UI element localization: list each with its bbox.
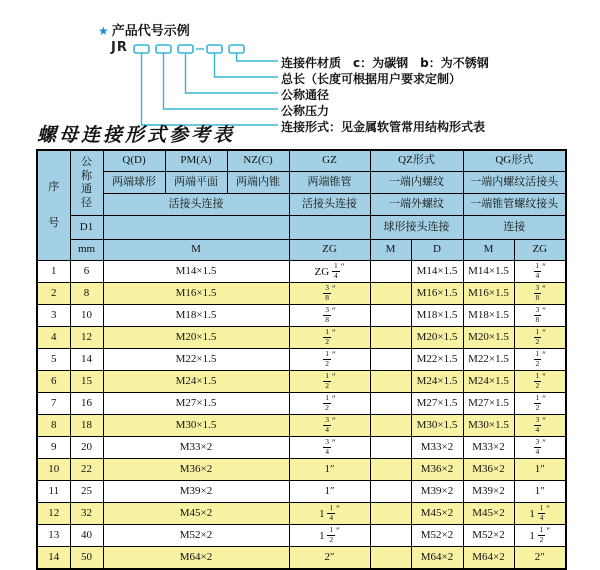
cell-qg-m: M52×2 [463, 524, 514, 546]
cell-qg-zg: $\frac{1}{2}$ ″ [514, 326, 566, 348]
cell-m: M36×2 [103, 458, 289, 480]
cell-seq: 3 [37, 304, 70, 326]
cell-qz-d: M45×2 [411, 502, 463, 524]
leader-line [164, 53, 279, 109]
end-type-header: 两端锥管 [289, 171, 370, 193]
cell-dn: 18 [70, 414, 103, 436]
cell-seq: 5 [37, 348, 70, 370]
cell-m: M16×1.5 [103, 282, 289, 304]
cell-gz: 1 $\frac{1}{2}$ ″ [289, 524, 370, 546]
mm-header: mm [70, 239, 103, 260]
table-row [37, 282, 566, 304]
cell-qz-d: M14×1.5 [411, 260, 463, 282]
table-row [37, 370, 566, 392]
cell-seq: 12 [37, 502, 70, 524]
diagram-title-text: 产品代号示例 [111, 24, 190, 39]
cell-m: M22×1.5 [103, 348, 289, 370]
cell-seq: 9 [37, 436, 70, 458]
cell-qg-m: M30×1.5 [463, 414, 514, 436]
code-label: 公称压力 [281, 104, 330, 118]
cell-dn: 40 [70, 524, 103, 546]
cell-seq: 13 [37, 524, 70, 546]
cell-m: M52×2 [103, 524, 289, 546]
cell-qg-zg: $\frac{3}{8}$ ″ [514, 282, 566, 304]
cell-qg-zg: $\frac{1}{2}$ ″ [514, 348, 566, 370]
cell-gz: $\frac{3}{4}$ ″ [289, 436, 370, 458]
cell-gz: $\frac{1}{2}$ ″ [289, 392, 370, 414]
unit-header: M [103, 239, 289, 260]
unit-header: ZG [289, 239, 370, 260]
diagram-title [98, 20, 190, 39]
cell-qz-m [370, 392, 411, 414]
cell-m: M33×2 [103, 436, 289, 458]
cell-qg-zg: $\frac{1}{2}$ ″ [514, 392, 566, 414]
cell-gz: 1 $\frac{1}{4}$ ″ [289, 502, 370, 524]
table-row [37, 392, 566, 414]
cell-qg-zg: $\frac{3}{8}$ ″ [514, 304, 566, 326]
cell-seq: 11 [37, 480, 70, 502]
connection-header: 活接头连接 [289, 193, 370, 215]
cell-dn: 14 [70, 348, 103, 370]
unit-header: ZG [514, 239, 566, 260]
table-row [37, 436, 566, 458]
cell-qz-m [370, 414, 411, 436]
cell-qg-m: M20×1.5 [463, 326, 514, 348]
table-row [37, 480, 566, 502]
cell-seq: 6 [37, 370, 70, 392]
cell-qz-m [370, 326, 411, 348]
cell-seq: 2 [37, 282, 70, 304]
cell-qg-zg: $\frac{1}{4}$ ″ [514, 260, 566, 282]
cell-qz-m [370, 370, 411, 392]
cell-qz-m [370, 260, 411, 282]
cell-qg-zg: $\frac{3}{4}$ ″ [514, 436, 566, 458]
cell-qg-m: M24×1.5 [463, 370, 514, 392]
code-box [178, 45, 193, 53]
cell-seq: 14 [37, 546, 70, 569]
reference-table [36, 149, 567, 570]
table-header [37, 150, 566, 260]
code-box [134, 45, 149, 53]
leader-line [142, 53, 279, 125]
table-row [37, 414, 566, 436]
cell-qg-m: M64×2 [463, 546, 514, 569]
cell-dn: 15 [70, 370, 103, 392]
blank-header-cell [289, 215, 370, 239]
end-type-header: 两端内锥 [227, 171, 289, 193]
cell-gz: $\frac{1}{2}$ ″ [289, 348, 370, 370]
cell-qz-m [370, 282, 411, 304]
end-type-header: 两端平面 [165, 171, 227, 193]
cell-dn: 16 [70, 392, 103, 414]
table-row [37, 524, 566, 546]
cell-dn: 6 [70, 260, 103, 282]
table-row [37, 546, 566, 569]
cell-qg-m: M36×2 [463, 458, 514, 480]
cell-qz-m [370, 502, 411, 524]
cell-m: M45×2 [103, 502, 289, 524]
code-box [229, 45, 244, 53]
code-box [207, 45, 222, 53]
page-title: 螺母连接形式参考表 [37, 124, 236, 146]
cell-qz-m [370, 304, 411, 326]
cell-qg-m: M14×1.5 [463, 260, 514, 282]
cell-qz-d: M52×2 [411, 524, 463, 546]
cell-qg-m: M39×2 [463, 480, 514, 502]
cell-m: M30×1.5 [103, 414, 289, 436]
d1-header: D1 [70, 215, 103, 239]
blank-header-cell [103, 215, 289, 239]
star-icon: ★ [98, 24, 109, 38]
cell-seq: 4 [37, 326, 70, 348]
cell-dn: 32 [70, 502, 103, 524]
cell-qg-zg: 2″ [514, 546, 566, 569]
end-type-header: 一端内螺纹 [370, 171, 463, 193]
column-header-code: QZ形式 [370, 150, 463, 171]
cell-qz-d: M22×1.5 [411, 348, 463, 370]
table-row [37, 304, 566, 326]
cell-gz: $\frac{3}{8}$ ″ [289, 304, 370, 326]
cell-gz: $\frac{3}{4}$ ″ [289, 414, 370, 436]
table-row [37, 502, 566, 524]
cell-qz-m [370, 436, 411, 458]
column-header-code: Q(D) [103, 150, 165, 171]
cell-m: M14×1.5 [103, 260, 289, 282]
cell-gz: $\frac{1}{2}$ ″ [289, 326, 370, 348]
cell-qz-d: M36×2 [411, 458, 463, 480]
cell-qz-d: M64×2 [411, 546, 463, 569]
cell-qg-m: M22×1.5 [463, 348, 514, 370]
cell-qg-zg: $\frac{3}{4}$ ″ [514, 414, 566, 436]
cell-qg-zg: 1″ [514, 480, 566, 502]
cell-qg-zg: 1″ [514, 458, 566, 480]
cell-qz-m [370, 546, 411, 569]
cell-m: M27×1.5 [103, 392, 289, 414]
cell-qg-zg: $\frac{1}{2}$ ″ [514, 370, 566, 392]
cell-gz: ZG $\frac{1}{4}$ ″ [289, 260, 370, 282]
cell-seq: 10 [37, 458, 70, 480]
table-body [37, 260, 566, 569]
cell-m: M39×2 [103, 480, 289, 502]
cell-qg-zg: 1 $\frac{1}{4}$ ″ [514, 502, 566, 524]
cell-qz-m [370, 458, 411, 480]
cell-dn: 12 [70, 326, 103, 348]
cell-dn: 50 [70, 546, 103, 569]
connection-header: 连接 [463, 215, 566, 239]
table-row [37, 326, 566, 348]
cell-dn: 10 [70, 304, 103, 326]
unit-header: D [411, 239, 463, 260]
unit-header: M [370, 239, 411, 260]
end-type-header: 两端球形 [103, 171, 165, 193]
cell-qz-m [370, 348, 411, 370]
cell-qz-d: M30×1.5 [411, 414, 463, 436]
column-header-seq: 序 号 [37, 150, 70, 260]
cell-seq: 8 [37, 414, 70, 436]
cell-dn: 8 [70, 282, 103, 304]
code-box [156, 45, 171, 53]
cell-dn: 20 [70, 436, 103, 458]
cell-qz-d: M33×2 [411, 436, 463, 458]
cell-m: M18×1.5 [103, 304, 289, 326]
cell-m: M24×1.5 [103, 370, 289, 392]
cell-dn: 25 [70, 480, 103, 502]
column-header-code: QG形式 [463, 150, 566, 171]
cell-m: M20×1.5 [103, 326, 289, 348]
cell-qg-m: M27×1.5 [463, 392, 514, 414]
cell-gz: 1″ [289, 480, 370, 502]
cell-gz: 1″ [289, 458, 370, 480]
cell-gz: $\frac{1}{2}$ ″ [289, 370, 370, 392]
end-type-header: 一端内螺纹活接头 [463, 171, 566, 193]
cell-qg-m: M16×1.5 [463, 282, 514, 304]
connection-header: 一端外螺纹 [370, 193, 463, 215]
cell-qg-zg: 1 $\frac{1}{2}$ ″ [514, 524, 566, 546]
cell-qz-d: M16×1.5 [411, 282, 463, 304]
cell-qg-m: M33×2 [463, 436, 514, 458]
leader-line [186, 53, 279, 93]
leader-line [215, 53, 279, 77]
table-row [37, 458, 566, 480]
cell-qz-d: M27×1.5 [411, 392, 463, 414]
cell-qg-m: M45×2 [463, 502, 514, 524]
unit-header: M [463, 239, 514, 260]
cell-qz-d: M18×1.5 [411, 304, 463, 326]
cell-seq: 1 [37, 260, 70, 282]
cell-qz-m [370, 480, 411, 502]
code-label: 连接形式：见金属软管常用结构形式表 [281, 120, 486, 134]
cell-gz: 2″ [289, 546, 370, 569]
cell-qz-m [370, 524, 411, 546]
column-header-dn: 公 称 通 径 [70, 150, 103, 215]
cell-qz-d: M39×2 [411, 480, 463, 502]
column-header-code: GZ [289, 150, 370, 171]
column-header-code: PM(A) [165, 150, 227, 171]
cell-m: M64×2 [103, 546, 289, 569]
cell-dn: 22 [70, 458, 103, 480]
cell-qz-d: M24×1.5 [411, 370, 463, 392]
table-row [37, 260, 566, 282]
code-label: 连接件材质 c：为碳钢 b：为不锈钢 [281, 56, 489, 70]
code-label: 总长（长度可根据用户要求定制） [281, 72, 462, 86]
code-label: 公称通径 [281, 88, 330, 102]
cell-seq: 7 [37, 392, 70, 414]
column-header-code: NZ(C) [227, 150, 289, 171]
connection-header: 一端锥管螺纹接头 [463, 193, 566, 215]
leader-line [237, 53, 279, 61]
cell-gz: $\frac{3}{8}$ ″ [289, 282, 370, 304]
cell-qg-m: M18×1.5 [463, 304, 514, 326]
table-row [37, 348, 566, 370]
connection-header: 活接头连接 [103, 193, 289, 215]
connection-header: 球形接头连接 [370, 215, 463, 239]
code-prefix: JR [111, 40, 128, 55]
cell-qz-d: M20×1.5 [411, 326, 463, 348]
